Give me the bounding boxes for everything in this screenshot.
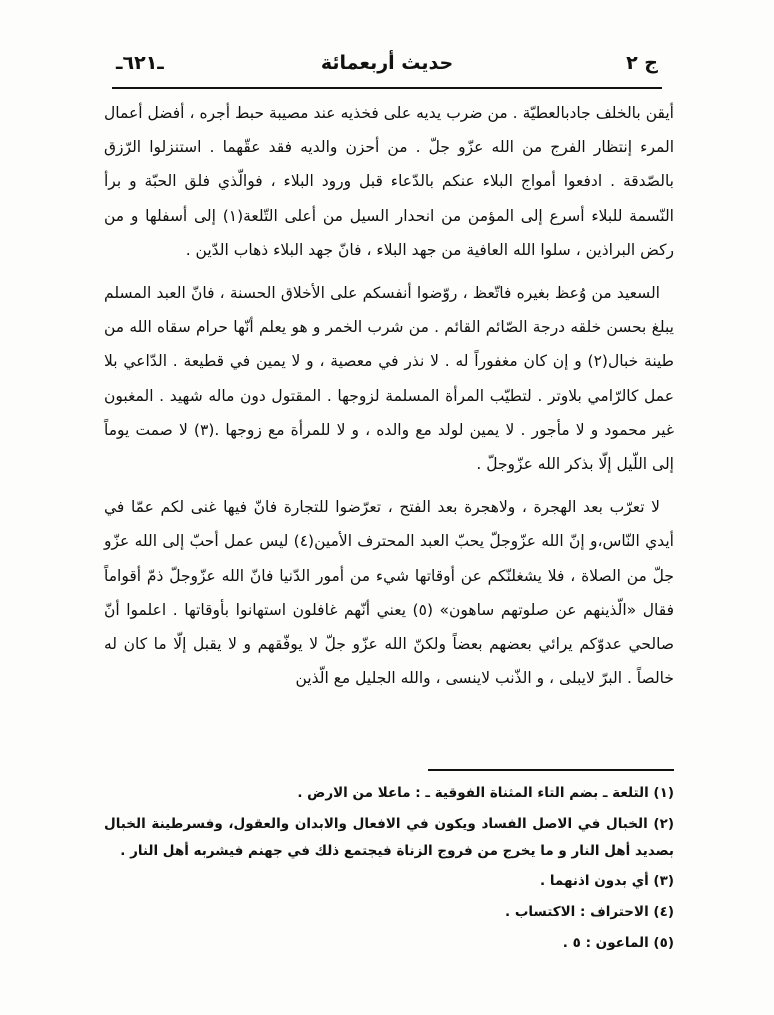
page-header xyxy=(116,52,658,86)
paragraph: السعيد من وُعظ بغيره فاتّعظ ، روّضوا أنفسكم على الأخلاق الحسنة ، فانّ العبد المسلم يبلغ بحسن خلقه درجة الصّائم القائم . من شرب الخمر و هو يعلم أنّها حرام سقاه الله من طينة خبال(٢) و إن كان مغفوراً له . لا نذر في معصية ، و لا يمين في قطيعة . الدّاعي بلا عمل كالرّامي بلاوتر . لتطيّب المرأة المسلمة لزوجها . المقتول دون ماله شهيد . المغبون غير محمود و لا مأجور . لا يمين لولد مع والده ، و لا للمرأة مع زوجها .(٣) لا صمت يوماً إلى اللّيل إلّا بذكر الله عزّوجلّ . xyxy=(104,284,675,474)
footnote-divider xyxy=(428,769,674,771)
page-number: ـ٦٢١ـ xyxy=(116,52,164,74)
footnote: (٣) أي بدون اذنهما . xyxy=(540,873,674,890)
footnote: (٥) الماعون : ٥ . xyxy=(562,934,674,951)
main-text xyxy=(104,96,674,704)
header-divider xyxy=(112,87,662,89)
paragraph: أيقن بالخلف جادبالعطيّة . من ضرب يديه على فخذيه عند مصيبة حبط أجره ، أفضل أعمال المرء إنتظار الفرج من الله عزّو جلّ . من أحزن والديه فقد عقّهما . استنزلوا الرّزق بالصّدقة . ادفعوا أمواج البلاء عنكم بالدّعاء قبل ورود البلاء ، فوالّذي فلق الحبّة و برأ النّسمة للبلاء أسرع إلى المؤمن من انحدار السيل من أعلى التّلعة(١) إلى أسفلها و من ركض البراذين ، سلوا الله العافية من جهد البلاء ، فانّ جهد البلاء ذهاب الدّين . xyxy=(104,104,674,259)
footnotes xyxy=(104,780,674,961)
footnote: (١) التلعة ـ بضم التاء المثناة الفوقية ـ : ماعلا من الارض . xyxy=(297,785,674,801)
footnote: (٤) الاحتراف : الاكتساب . xyxy=(505,904,674,921)
paragraph: لا تعرّب بعد الهجرة ، ولاهجرة بعد الفتح ، تعرّضوا للتجارة فانّ فيها غنى لكم عمّا في أيدي النّاس،و إنّ الله عزّوجلّ يحبّ العبد المحترف الأمين(٤) ليس عمل أحبّ إلى الله عزّو جلّ من الصلاة ، فلا يشغلنّكم عن أوقاتها شيء من أمور الدّنيا فانّ الله عزّوجلّ ذمّ أقواماً فقال «الّذينهم عن صلوتهم ساهون» (٥) يعني أنّهم غافلون استهانوا بأوقاتها . اعلموا أنّ صالحي عدوّكم يرائي بعضهم بعضاً ولكنّ الله عزّو جلّ لا يوفّقهم و لا يقبل إلّا ما كان له خالصاً . البرّ لايبلى ، و الذّنب لاينسى ، والله الجليل مع الّذين xyxy=(104,498,674,688)
volume-label: ج ٢ xyxy=(626,52,658,74)
running-title: حديث أربعمائة xyxy=(320,52,454,74)
footnote: (٢) الخبال في الاصل الفساد ويكون في الافعال والابدان والعقول، وفسرطينة الخبال بصديد أهل النار و ما يخرج من فروج الزناة فيجتمع ذلك في جهنم فيشربه أهل النار . xyxy=(104,815,674,859)
